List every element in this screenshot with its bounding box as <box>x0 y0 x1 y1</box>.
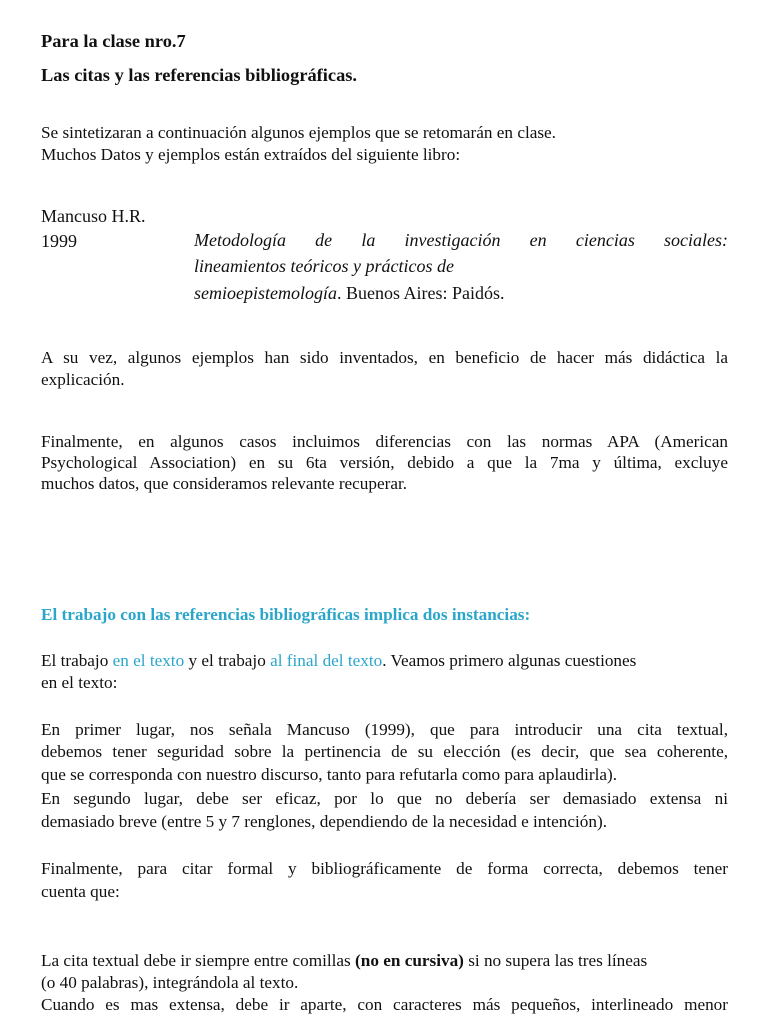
accent-en-el-texto: en el texto <box>112 651 185 670</box>
para-instances-text-2: y el trabajo <box>184 651 271 670</box>
reference-author: Mancuso H.R. <box>41 206 146 226</box>
reference-title-line-3 <box>194 280 505 306</box>
accent-al-final-del-texto: al final del texto <box>270 651 383 670</box>
para-cita-line-1 <box>41 950 647 971</box>
para-final-line-2: cuenta que: <box>41 882 120 901</box>
para-cita-line-2: (o 40 palabras), integrándola al texto. <box>41 973 299 992</box>
reference-title-italic: semioepistemología <box>194 283 337 303</box>
reference-title-line-1: Metodología de la investigación en ciencias sociales: <box>194 230 728 250</box>
para-apa-line-3: muchos datos, que consideramos relevante recuperar. <box>41 474 408 493</box>
para-invented-line-2: explicación. <box>41 370 125 389</box>
para-apa-line-2: Psychological Association) en su 6ta versión, debido a que la 7ma y última, excluye <box>41 453 728 472</box>
intro-line-2: Muchos Datos y ejemplos están extraídos del siguiente libro: <box>41 145 461 164</box>
reference-title-line-2: lineamientos teóricos y prácticos de <box>194 256 454 276</box>
para-instances-line-2: en el texto: <box>41 673 118 692</box>
para-cita-bold: (no en cursiva) <box>355 951 464 970</box>
para-first-line-3: que se corresponda con nuestro discurso, tanto para refutarla como para aplaudirla). <box>41 765 618 784</box>
para-first-line-2: debemos tener seguridad sobre la pertinencia de su elección (es decir, que sea coherente, <box>41 742 728 761</box>
reference-publisher: . Buenos Aires: Paidós. <box>336 283 505 303</box>
page-title: Para la clase nro.7 <box>41 31 186 51</box>
reference-year: 1999 <box>41 231 77 251</box>
intro-line-1: Se sintetizaran a continuación algunos ejemplos que se retomarán en clase. <box>41 123 556 142</box>
para-instances-text-3: . Veamos primero algunas cuestiones <box>382 651 637 670</box>
para-cita-text-2: si no supera las tres líneas <box>463 951 648 970</box>
para-invented-line-1: A su vez, algunos ejemplos han sido inventados, en beneficio de hacer más didáctica la <box>41 348 728 367</box>
para-instances-line-1 <box>41 650 636 671</box>
para-final-line-1: Finalmente, para citar formal y bibliográficamente de forma correcta, debemos tener <box>41 859 728 878</box>
page-subtitle: Las citas y las referencias bibliográficas. <box>41 65 358 85</box>
para-cita-text-1: La cita textual debe ir siempre entre comillas <box>41 951 356 970</box>
para-first-line-5: demasiado breve (entre 5 y 7 renglones, dependiendo de la necesidad e intención). <box>41 812 608 831</box>
para-apa-line-1: Finalmente, en algunos casos incluimos diferencias con las normas APA (American <box>41 432 728 451</box>
para-instances-text-1: El trabajo <box>41 651 113 670</box>
para-first-line-1: En primer lugar, nos señala Mancuso (1999), que para introducir una cita textual, <box>41 720 728 739</box>
para-cita-line-3: Cuando es mas extensa, debe ir aparte, con caracteres más pequeños, interlineado menor <box>41 995 728 1014</box>
section-heading: El trabajo con las referencias bibliográficas implica dos instancias: <box>41 605 531 624</box>
para-first-line-4: En segundo lugar, debe ser eficaz, por lo que no debería ser demasiado extensa ni <box>41 789 728 808</box>
